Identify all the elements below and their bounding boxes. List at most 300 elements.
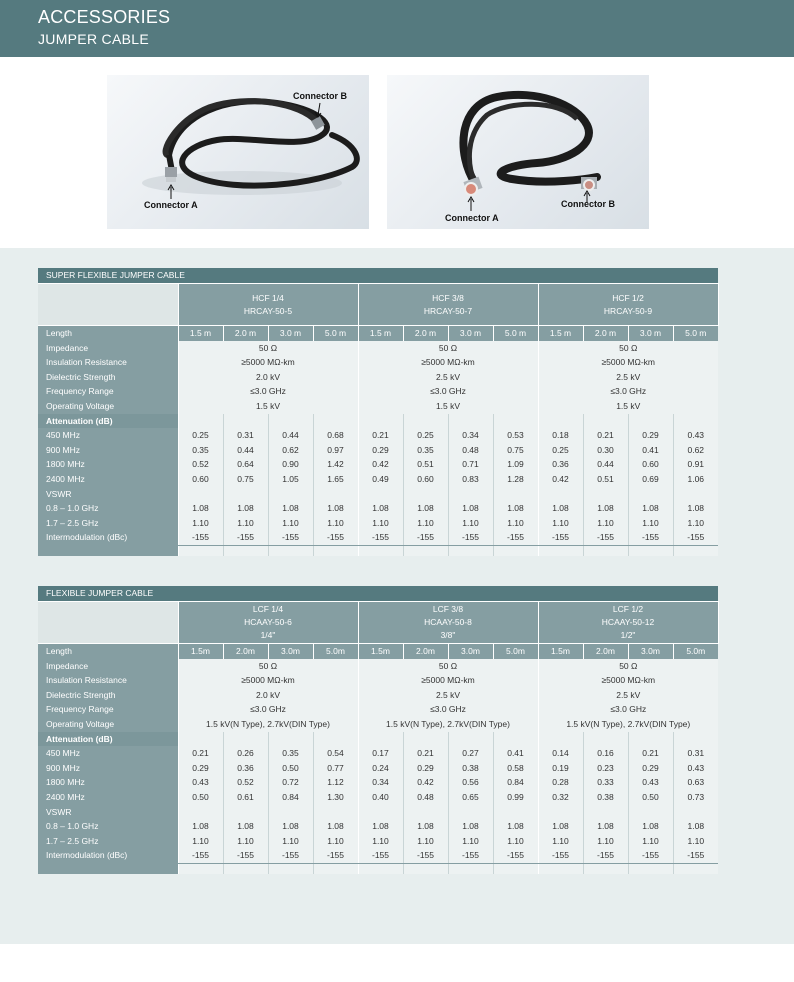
empty-cell bbox=[673, 487, 718, 502]
attenuation-value: 0.44 bbox=[583, 457, 628, 472]
attenuation-value: 0.24 bbox=[358, 761, 403, 776]
property-value: ≤3.0 GHz bbox=[358, 384, 538, 399]
attenuation-value: 0.65 bbox=[448, 790, 493, 805]
length-cell: 2.0 m bbox=[223, 326, 268, 341]
attenuation-value: 1.06 bbox=[673, 472, 718, 487]
vswr-value: 1.10 bbox=[583, 516, 628, 531]
length-label: Length bbox=[38, 644, 178, 659]
attenuation-value: 0.25 bbox=[403, 428, 448, 443]
empty-cell bbox=[358, 545, 403, 556]
length-cell: 5.0m bbox=[493, 644, 538, 659]
vswr-value: 1.10 bbox=[538, 516, 583, 531]
vswr-value: 1.08 bbox=[628, 501, 673, 516]
length-cell: 2.0 m bbox=[403, 326, 448, 341]
empty-cell bbox=[403, 863, 448, 874]
property-label: Insulation Resistance bbox=[38, 355, 178, 370]
empty-cell bbox=[178, 545, 223, 556]
vswr-value: 1.08 bbox=[538, 501, 583, 516]
property-value: 50 Ω bbox=[178, 659, 358, 674]
attenuation-value: 0.60 bbox=[403, 472, 448, 487]
cable-model: HRCAY-50-9 bbox=[603, 305, 653, 316]
empty-cell bbox=[223, 545, 268, 556]
property-value: ≥5000 MΩ-km bbox=[358, 673, 538, 688]
empty-cell bbox=[538, 732, 583, 747]
property-label: Insulation Resistance bbox=[38, 673, 178, 688]
property-label: Impedance bbox=[38, 659, 178, 674]
attenuation-value: 0.28 bbox=[538, 775, 583, 790]
attenuation-value: 0.99 bbox=[493, 790, 538, 805]
attenuation-value: 0.50 bbox=[628, 790, 673, 805]
empty-cell bbox=[583, 732, 628, 747]
property-label: Dielectric Strength bbox=[38, 688, 178, 703]
frequency-label: 900 MHz bbox=[38, 761, 178, 776]
attenuation-value: 0.68 bbox=[313, 428, 358, 443]
attenuation-value: 0.72 bbox=[268, 775, 313, 790]
frequency-label: 900 MHz bbox=[38, 443, 178, 458]
attenuation-value: 0.84 bbox=[268, 790, 313, 805]
attenuation-value: 0.61 bbox=[223, 790, 268, 805]
attenuation-value: 0.30 bbox=[583, 443, 628, 458]
empty-cell bbox=[628, 732, 673, 747]
vswr-value: 1.08 bbox=[268, 501, 313, 516]
empty-cell bbox=[313, 863, 358, 874]
property-value: 2.5 kV bbox=[358, 370, 538, 385]
attenuation-section-label: Attenuation (dB) bbox=[38, 732, 178, 747]
cable-group-header bbox=[538, 284, 718, 326]
vswr-value: 1.08 bbox=[448, 819, 493, 834]
vswr-value: -155 bbox=[358, 530, 403, 545]
property-value: 2.5 kV bbox=[538, 688, 718, 703]
length-cell: 2.0 m bbox=[583, 326, 628, 341]
property-value: ≥5000 MΩ-km bbox=[178, 355, 358, 370]
vswr-value: -155 bbox=[178, 848, 223, 863]
vswr-value: 1.10 bbox=[448, 834, 493, 849]
attenuation-value: 0.51 bbox=[583, 472, 628, 487]
empty-cell bbox=[268, 414, 313, 429]
vswr-value: 1.10 bbox=[493, 516, 538, 531]
attenuation-value: 1.12 bbox=[313, 775, 358, 790]
property-value: 2.0 kV bbox=[178, 370, 358, 385]
property-label: Operating Voltage bbox=[38, 717, 178, 732]
vswr-value: 1.10 bbox=[628, 516, 673, 531]
empty-cell bbox=[268, 732, 313, 747]
attenuation-value: 0.75 bbox=[493, 443, 538, 458]
attenuation-value: 0.21 bbox=[583, 428, 628, 443]
attenuation-value: 0.51 bbox=[403, 457, 448, 472]
vswr-row-label: 0.8 – 1.0 GHz bbox=[38, 501, 178, 516]
vswr-value: 1.08 bbox=[673, 501, 718, 516]
attenuation-value: 0.31 bbox=[223, 428, 268, 443]
cable-model: HCAAY-50-8 bbox=[424, 617, 472, 627]
vswr-value: -155 bbox=[223, 530, 268, 545]
length-cell: 3.0m bbox=[268, 644, 313, 659]
vswr-value: 1.10 bbox=[583, 834, 628, 849]
vswr-value: 1.08 bbox=[538, 819, 583, 834]
attenuation-value: 0.44 bbox=[223, 443, 268, 458]
attenuation-value: 0.43 bbox=[673, 428, 718, 443]
attenuation-value: 0.69 bbox=[628, 472, 673, 487]
table-bottom-spacer bbox=[38, 545, 178, 556]
empty-cell bbox=[223, 487, 268, 502]
length-cell: 5.0 m bbox=[493, 326, 538, 341]
attenuation-value: 0.42 bbox=[403, 775, 448, 790]
vswr-value: 1.08 bbox=[178, 819, 223, 834]
attenuation-value: 0.56 bbox=[448, 775, 493, 790]
vswr-value: 1.08 bbox=[358, 819, 403, 834]
frequency-label: 2400 MHz bbox=[38, 790, 178, 805]
attenuation-value: 0.43 bbox=[628, 775, 673, 790]
vswr-value: 1.08 bbox=[313, 819, 358, 834]
vswr-value: 1.08 bbox=[448, 501, 493, 516]
property-value: ≤3.0 GHz bbox=[538, 384, 718, 399]
cable-model: HRCAY-50-7 bbox=[423, 305, 473, 316]
property-value: 2.5 kV bbox=[538, 370, 718, 385]
empty-cell bbox=[538, 414, 583, 429]
vswr-value: 1.08 bbox=[493, 501, 538, 516]
vswr-value: 1.10 bbox=[313, 516, 358, 531]
length-cell: 1.5 m bbox=[178, 326, 223, 341]
property-label: Frequency Range bbox=[38, 702, 178, 717]
empty-cell bbox=[403, 414, 448, 429]
attenuation-value: 0.44 bbox=[268, 428, 313, 443]
vswr-row-label: Intermodulation (dBc) bbox=[38, 848, 178, 863]
property-label: Operating Voltage bbox=[38, 399, 178, 414]
empty-cell bbox=[673, 805, 718, 820]
property-value: 50 Ω bbox=[538, 341, 718, 356]
attenuation-value: 0.63 bbox=[673, 775, 718, 790]
length-cell: 3.0 m bbox=[268, 326, 313, 341]
vswr-value: 1.10 bbox=[178, 834, 223, 849]
attenuation-value: 0.33 bbox=[583, 775, 628, 790]
attenuation-value: 0.83 bbox=[448, 472, 493, 487]
attenuation-value: 0.19 bbox=[538, 761, 583, 776]
empty-cell bbox=[358, 414, 403, 429]
attenuation-value: 0.75 bbox=[223, 472, 268, 487]
cable-model: HCAAY-50-12 bbox=[601, 617, 655, 627]
property-value: ≥5000 MΩ-km bbox=[178, 673, 358, 688]
property-value: ≥5000 MΩ-km bbox=[538, 355, 718, 370]
vswr-value: -155 bbox=[538, 848, 583, 863]
vswr-value: -155 bbox=[493, 848, 538, 863]
vswr-value: -155 bbox=[223, 848, 268, 863]
frequency-label: 1800 MHz bbox=[38, 775, 178, 790]
vswr-row-label: 0.8 – 1.0 GHz bbox=[38, 819, 178, 834]
vswr-value: -155 bbox=[673, 530, 718, 545]
vswr-value: 1.10 bbox=[268, 516, 313, 531]
empty-cell bbox=[628, 863, 673, 874]
photo-jumper-cable-2 bbox=[387, 75, 649, 229]
vswr-value: -155 bbox=[583, 530, 628, 545]
vswr-value: -155 bbox=[268, 848, 313, 863]
vswr-value: 1.08 bbox=[178, 501, 223, 516]
length-cell: 1.5 m bbox=[538, 326, 583, 341]
attenuation-value: 0.14 bbox=[538, 746, 583, 761]
empty-cell bbox=[583, 487, 628, 502]
attenuation-value: 0.64 bbox=[223, 457, 268, 472]
attenuation-value: 0.34 bbox=[448, 428, 493, 443]
attenuation-value: 1.42 bbox=[313, 457, 358, 472]
frequency-label: 450 MHz bbox=[38, 428, 178, 443]
attenuation-value: 0.35 bbox=[268, 746, 313, 761]
vswr-value: -155 bbox=[628, 848, 673, 863]
cable-type: HCF 3/8 bbox=[432, 292, 464, 303]
super-flexible-spec-table bbox=[38, 268, 719, 556]
page-subtitle: JUMPER CABLE bbox=[38, 31, 149, 47]
connector-a-label: Connector A bbox=[445, 213, 499, 223]
attenuation-value: 0.25 bbox=[538, 443, 583, 458]
property-value: ≤3.0 GHz bbox=[358, 702, 538, 717]
cable-size-note: 3/8" bbox=[440, 630, 456, 640]
vswr-value: 1.10 bbox=[673, 516, 718, 531]
vswr-value: -155 bbox=[268, 530, 313, 545]
empty-cell bbox=[628, 414, 673, 429]
length-cell: 3.0 m bbox=[628, 326, 673, 341]
vswr-value: -155 bbox=[538, 530, 583, 545]
empty-cell bbox=[673, 732, 718, 747]
vswr-value: 1.10 bbox=[493, 834, 538, 849]
empty-cell bbox=[178, 487, 223, 502]
attenuation-value: 0.17 bbox=[358, 746, 403, 761]
frequency-label: 1800 MHz bbox=[38, 457, 178, 472]
vswr-value: 1.10 bbox=[538, 834, 583, 849]
table-corner bbox=[38, 284, 178, 326]
attenuation-value: 0.60 bbox=[178, 472, 223, 487]
length-cell: 2.0m bbox=[223, 644, 268, 659]
empty-cell bbox=[358, 863, 403, 874]
vswr-value: 1.08 bbox=[403, 501, 448, 516]
attenuation-value: 0.62 bbox=[268, 443, 313, 458]
empty-cell bbox=[358, 805, 403, 820]
vswr-row-label: 1.7 – 2.5 GHz bbox=[38, 516, 178, 531]
empty-cell bbox=[178, 414, 223, 429]
attenuation-value: 0.90 bbox=[268, 457, 313, 472]
vswr-value: -155 bbox=[313, 848, 358, 863]
attenuation-value: 0.29 bbox=[628, 761, 673, 776]
vswr-value: 1.08 bbox=[493, 819, 538, 834]
attenuation-value: 0.62 bbox=[673, 443, 718, 458]
length-cell: 2.0m bbox=[403, 644, 448, 659]
property-value: 1.5 kV bbox=[178, 399, 358, 414]
attenuation-value: 0.18 bbox=[538, 428, 583, 443]
empty-cell bbox=[448, 545, 493, 556]
attenuation-value: 1.09 bbox=[493, 457, 538, 472]
attenuation-section-label: Attenuation (dB) bbox=[38, 414, 178, 429]
attenuation-value: 0.50 bbox=[268, 761, 313, 776]
empty-cell bbox=[268, 863, 313, 874]
empty-cell bbox=[403, 545, 448, 556]
empty-cell bbox=[178, 805, 223, 820]
length-cell: 1.5m bbox=[538, 644, 583, 659]
frequency-label: 2400 MHz bbox=[38, 472, 178, 487]
attenuation-value: 0.29 bbox=[628, 428, 673, 443]
length-label: Length bbox=[38, 326, 178, 341]
property-label: Impedance bbox=[38, 341, 178, 356]
vswr-row-label: 1.7 – 2.5 GHz bbox=[38, 834, 178, 849]
attenuation-value: 0.27 bbox=[448, 746, 493, 761]
attenuation-value: 1.30 bbox=[313, 790, 358, 805]
attenuation-value: 0.35 bbox=[403, 443, 448, 458]
empty-cell bbox=[313, 732, 358, 747]
property-label: Frequency Range bbox=[38, 384, 178, 399]
cable-group-header bbox=[358, 284, 538, 326]
vswr-value: 1.08 bbox=[358, 501, 403, 516]
property-value: 1.5 kV(N Type), 2.7kV(DIN Type) bbox=[538, 717, 718, 732]
empty-cell bbox=[403, 732, 448, 747]
attenuation-value: 0.26 bbox=[223, 746, 268, 761]
empty-cell bbox=[448, 414, 493, 429]
empty-cell bbox=[178, 732, 223, 747]
empty-cell bbox=[538, 805, 583, 820]
table-bottom-spacer bbox=[38, 863, 178, 874]
property-value: 1.5 kV(N Type), 2.7kV(DIN Type) bbox=[358, 717, 538, 732]
attenuation-value: 0.21 bbox=[178, 746, 223, 761]
attenuation-value: 0.36 bbox=[223, 761, 268, 776]
page-title: ACCESSORIES bbox=[38, 7, 171, 27]
length-cell: 3.0m bbox=[448, 644, 493, 659]
attenuation-value: 0.43 bbox=[673, 761, 718, 776]
empty-cell bbox=[448, 732, 493, 747]
length-cell: 1.5m bbox=[358, 644, 403, 659]
property-value: 2.0 kV bbox=[178, 688, 358, 703]
empty-cell bbox=[628, 487, 673, 502]
length-cell: 2.0m bbox=[583, 644, 628, 659]
cable-group-header bbox=[178, 602, 358, 644]
property-value: 2.5 kV bbox=[358, 688, 538, 703]
cable-group-header bbox=[358, 602, 538, 644]
vswr-value: -155 bbox=[673, 848, 718, 863]
cable-model: HCAAY-50-6 bbox=[244, 617, 292, 627]
empty-cell bbox=[538, 487, 583, 502]
attenuation-value: 0.38 bbox=[583, 790, 628, 805]
attenuation-value: 0.41 bbox=[493, 746, 538, 761]
attenuation-value: 0.54 bbox=[313, 746, 358, 761]
page-header bbox=[0, 0, 794, 57]
vswr-value: 1.08 bbox=[313, 501, 358, 516]
vswr-section-label: VSWR bbox=[38, 805, 178, 820]
vswr-value: 1.10 bbox=[313, 834, 358, 849]
empty-cell bbox=[313, 545, 358, 556]
vswr-value: 1.08 bbox=[628, 819, 673, 834]
empty-cell bbox=[448, 805, 493, 820]
attenuation-value: 0.84 bbox=[493, 775, 538, 790]
property-label: Dielectric Strength bbox=[38, 370, 178, 385]
vswr-value: -155 bbox=[313, 530, 358, 545]
vswr-value: 1.10 bbox=[403, 834, 448, 849]
empty-cell bbox=[538, 863, 583, 874]
attenuation-value: 0.41 bbox=[628, 443, 673, 458]
attenuation-value: 0.31 bbox=[673, 746, 718, 761]
property-value: 1.5 kV(N Type), 2.7kV(DIN Type) bbox=[178, 717, 358, 732]
vswr-value: 1.08 bbox=[223, 501, 268, 516]
vswr-value: 1.08 bbox=[673, 819, 718, 834]
length-cell: 3.0m bbox=[628, 644, 673, 659]
attenuation-value: 0.32 bbox=[538, 790, 583, 805]
property-value: ≥5000 MΩ-km bbox=[538, 673, 718, 688]
empty-cell bbox=[358, 732, 403, 747]
cable-type: LCF 1/4 bbox=[252, 604, 284, 614]
property-value: 50 Ω bbox=[358, 341, 538, 356]
empty-cell bbox=[583, 805, 628, 820]
empty-cell bbox=[313, 805, 358, 820]
vswr-value: -155 bbox=[493, 530, 538, 545]
vswr-value: -155 bbox=[448, 848, 493, 863]
cable-model: HRCAY-50-5 bbox=[243, 305, 293, 316]
property-value: ≥5000 MΩ-km bbox=[358, 355, 538, 370]
empty-cell bbox=[628, 545, 673, 556]
vswr-value: -155 bbox=[358, 848, 403, 863]
cable-group-header bbox=[538, 602, 718, 644]
attenuation-value: 0.43 bbox=[178, 775, 223, 790]
vswr-section-label: VSWR bbox=[38, 487, 178, 502]
vswr-value: 1.08 bbox=[583, 501, 628, 516]
attenuation-value: 0.16 bbox=[583, 746, 628, 761]
attenuation-value: 0.36 bbox=[538, 457, 583, 472]
attenuation-value: 0.73 bbox=[673, 790, 718, 805]
attenuation-value: 0.58 bbox=[493, 761, 538, 776]
cable-type: LCF 1/2 bbox=[612, 604, 644, 614]
property-value: ≤3.0 GHz bbox=[178, 702, 358, 717]
attenuation-value: 0.38 bbox=[448, 761, 493, 776]
length-cell: 5.0m bbox=[673, 644, 718, 659]
attenuation-value: 0.34 bbox=[358, 775, 403, 790]
length-cell: 1.5m bbox=[178, 644, 223, 659]
property-value: 50 Ω bbox=[538, 659, 718, 674]
attenuation-value: 0.21 bbox=[628, 746, 673, 761]
vswr-value: 1.10 bbox=[268, 834, 313, 849]
photo-jumper-cable-1 bbox=[107, 75, 369, 229]
vswr-value: -155 bbox=[583, 848, 628, 863]
vswr-value: -155 bbox=[448, 530, 493, 545]
length-cell: 3.0 m bbox=[448, 326, 493, 341]
attenuation-value: 0.53 bbox=[493, 428, 538, 443]
connector-b-label: Connector B bbox=[561, 199, 615, 209]
attenuation-value: 0.48 bbox=[448, 443, 493, 458]
attenuation-value: 0.60 bbox=[628, 457, 673, 472]
vswr-row-label: Intermodulation (dBc) bbox=[38, 530, 178, 545]
attenuation-value: 1.65 bbox=[313, 472, 358, 487]
vswr-value: 1.08 bbox=[403, 819, 448, 834]
empty-cell bbox=[223, 805, 268, 820]
empty-cell bbox=[223, 863, 268, 874]
empty-cell bbox=[223, 414, 268, 429]
attenuation-value: 0.77 bbox=[313, 761, 358, 776]
empty-cell bbox=[403, 805, 448, 820]
empty-cell bbox=[493, 805, 538, 820]
attenuation-value: 0.91 bbox=[673, 457, 718, 472]
attenuation-value: 1.05 bbox=[268, 472, 313, 487]
attenuation-value: 0.48 bbox=[403, 790, 448, 805]
empty-cell bbox=[223, 732, 268, 747]
empty-cell bbox=[673, 863, 718, 874]
cable-type: HCF 1/4 bbox=[252, 292, 284, 303]
length-cell: 5.0m bbox=[313, 644, 358, 659]
empty-cell bbox=[448, 863, 493, 874]
empty-cell bbox=[673, 545, 718, 556]
connector-a-label: Connector A bbox=[144, 200, 198, 210]
empty-cell bbox=[313, 487, 358, 502]
empty-cell bbox=[628, 805, 673, 820]
table-title: SUPER FLEXIBLE JUMPER CABLE bbox=[38, 268, 718, 284]
empty-cell bbox=[493, 414, 538, 429]
property-value: 1.5 kV bbox=[358, 399, 538, 414]
vswr-value: 1.10 bbox=[358, 516, 403, 531]
attenuation-value: 0.40 bbox=[358, 790, 403, 805]
attenuation-value: 0.23 bbox=[583, 761, 628, 776]
attenuation-value: 1.28 bbox=[493, 472, 538, 487]
empty-cell bbox=[493, 732, 538, 747]
empty-cell bbox=[673, 414, 718, 429]
empty-cell bbox=[493, 487, 538, 502]
